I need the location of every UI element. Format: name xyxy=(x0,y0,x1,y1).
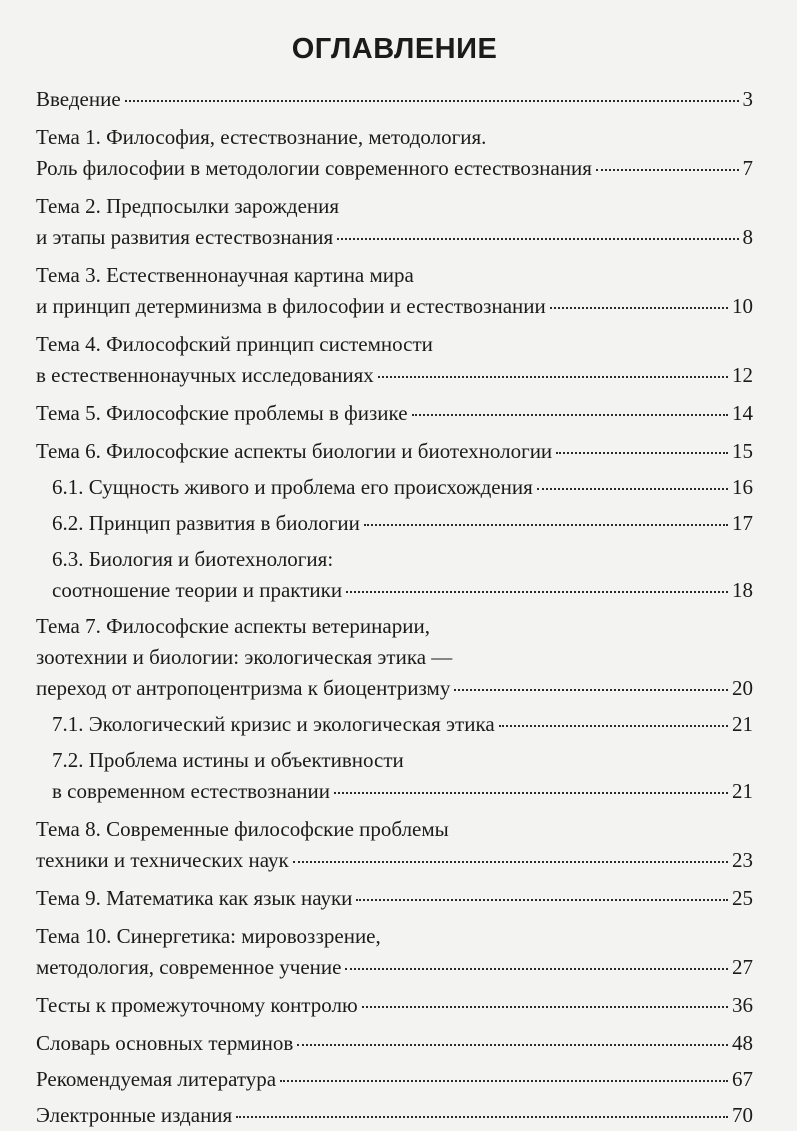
toc-entry-text: Тема 3. Естественнонаучная картина мира xyxy=(36,263,414,287)
toc-line xyxy=(36,472,753,503)
toc-entry xyxy=(36,814,753,876)
toc-entry-text: Тема 10. Синергетика: мировоззрение, xyxy=(36,924,381,948)
toc-line xyxy=(36,153,753,184)
toc-entry xyxy=(36,1100,753,1131)
toc-entry-text: 6.3. Биология и биотехнология: xyxy=(52,547,334,571)
toc-entry-text: Тема 4. Философский принцип системности xyxy=(36,332,433,356)
toc-line xyxy=(36,360,753,391)
toc-entry-text: техники и технических наук xyxy=(36,848,289,872)
toc-entry-text: зоотехнии и биологии: экологическая этика — xyxy=(36,645,453,669)
toc-entry-text: Электронные издания xyxy=(36,1103,233,1127)
toc-entry-text: Тема 1. Философия, естествознание, методология. xyxy=(36,125,487,149)
toc-line xyxy=(36,84,753,115)
toc-page-number: 21 xyxy=(732,712,753,736)
toc-entry-text: методология, современное учение xyxy=(36,955,342,979)
dot-leader xyxy=(337,238,738,240)
table-of-contents xyxy=(36,84,753,1131)
toc-page-number: 15 xyxy=(732,439,753,463)
toc-line xyxy=(36,611,753,642)
toc-entry xyxy=(36,611,753,704)
dot-leader xyxy=(378,376,728,378)
toc-line xyxy=(36,544,753,575)
dot-leader xyxy=(537,488,728,490)
toc-entry-text: Тема 8. Современные философские проблемы xyxy=(36,817,449,841)
dot-leader xyxy=(280,1080,728,1082)
toc-line xyxy=(36,745,753,776)
toc-page-number: 14 xyxy=(732,401,753,425)
dot-leader xyxy=(345,968,728,970)
toc-line xyxy=(36,921,753,952)
toc-entry xyxy=(36,122,753,184)
toc-page-number: 12 xyxy=(732,363,753,387)
toc-entry-text: Роль философии в методологии современного естествознания xyxy=(36,156,592,180)
toc-entry xyxy=(36,329,753,391)
toc-entry-text: Введение xyxy=(36,87,121,111)
toc-entry-text: Тема 7. Философские аспекты ветеринарии, xyxy=(36,614,430,638)
toc-entry xyxy=(36,508,753,539)
toc-entry xyxy=(36,745,753,807)
toc-entry xyxy=(36,191,753,253)
toc-entry xyxy=(36,472,753,503)
toc-entry xyxy=(36,990,753,1021)
dot-leader xyxy=(596,169,739,171)
toc-line xyxy=(36,814,753,845)
toc-page-number: 17 xyxy=(732,511,753,535)
toc-page-number: 20 xyxy=(732,676,753,700)
toc-entry xyxy=(36,883,753,914)
toc-entry xyxy=(36,398,753,429)
toc-line xyxy=(36,260,753,291)
dot-leader xyxy=(236,1116,728,1118)
toc-page-number: 7 xyxy=(742,156,753,180)
toc-line xyxy=(36,398,753,429)
toc-entry-text: 6.2. Принцип развития в биологии xyxy=(52,511,360,535)
dot-leader xyxy=(499,725,728,727)
toc-page-number: 3 xyxy=(742,87,753,111)
dot-leader xyxy=(364,524,728,526)
toc-entry-text: переход от антропоцентризма к биоцентризму xyxy=(36,676,451,700)
page-title: ОГЛАВЛЕНИЕ xyxy=(291,33,498,65)
toc-entry-text: Тема 6. Философские аспекты биологии и биотехнологии xyxy=(36,439,553,463)
dot-leader xyxy=(550,307,728,309)
toc-entry-text: соотношение теории и практики xyxy=(52,578,343,602)
toc-page-number: 18 xyxy=(732,578,753,602)
toc-entry xyxy=(36,260,753,322)
toc-page-number: 48 xyxy=(732,1031,753,1055)
toc-page-number: 67 xyxy=(732,1067,753,1091)
toc-line xyxy=(36,1100,753,1131)
toc-entry-text: 7.1. Экологический кризис и экологическая этика xyxy=(52,712,495,736)
toc-line xyxy=(36,990,753,1021)
dot-leader xyxy=(346,591,728,593)
toc-line xyxy=(36,709,753,740)
toc-entry xyxy=(36,1028,753,1059)
toc-entry-text: и этапы развития естествознания xyxy=(36,225,334,249)
toc-page-number: 27 xyxy=(732,955,753,979)
dot-leader xyxy=(362,1006,728,1008)
toc-entry xyxy=(36,544,753,606)
toc-line xyxy=(36,642,753,673)
toc-line xyxy=(36,845,753,876)
toc-entry-text: 7.2. Проблема истины и объективности xyxy=(52,748,404,772)
dot-leader xyxy=(412,414,728,416)
toc-page-number: 10 xyxy=(732,294,753,318)
toc-entry xyxy=(36,84,753,115)
toc-line xyxy=(36,1028,753,1059)
toc-line xyxy=(36,883,753,914)
toc-line xyxy=(36,222,753,253)
toc-entry-text: Тесты к промежуточному контролю xyxy=(36,993,358,1017)
toc-line xyxy=(36,952,753,983)
dot-leader xyxy=(297,1044,728,1046)
toc-page-number: 16 xyxy=(732,475,753,499)
dot-leader xyxy=(356,899,728,901)
toc-entry-text: Тема 5. Философские проблемы в физике xyxy=(36,401,408,425)
toc-line xyxy=(36,191,753,222)
toc-entry-text: и принцип детерминизма в философии и естествознании xyxy=(36,294,546,318)
toc-line xyxy=(36,329,753,360)
dot-leader xyxy=(293,861,728,863)
toc-line xyxy=(36,291,753,322)
toc-entry-text: Тема 9. Математика как язык науки xyxy=(36,886,353,910)
toc-line xyxy=(36,776,753,807)
toc-entry-text: в современном естествознании xyxy=(52,779,330,803)
toc-page-number: 21 xyxy=(732,779,753,803)
toc-line xyxy=(36,122,753,153)
toc-entry-text: 6.1. Сущность живого и проблема его происхождения xyxy=(52,475,533,499)
dot-leader xyxy=(556,452,728,454)
toc-entry-text: Словарь основных терминов xyxy=(36,1031,294,1055)
toc-entry-text: в естественнонаучных исследованиях xyxy=(36,363,374,387)
dot-leader xyxy=(334,792,728,794)
toc-entry xyxy=(36,436,753,467)
dot-leader xyxy=(454,689,728,691)
toc-line xyxy=(36,508,753,539)
toc-line xyxy=(36,673,753,704)
toc-page-number: 70 xyxy=(732,1103,753,1127)
toc-page-number: 23 xyxy=(732,848,753,872)
toc-line xyxy=(36,436,753,467)
toc-line xyxy=(36,575,753,606)
toc-page-number: 8 xyxy=(742,225,753,249)
dot-leader xyxy=(125,100,739,102)
toc-page-number: 36 xyxy=(732,993,753,1017)
toc-entry xyxy=(36,709,753,740)
toc-entry-text: Рекомендуемая литература xyxy=(36,1067,277,1091)
toc-page-number: 25 xyxy=(732,886,753,910)
toc-entry xyxy=(36,921,753,983)
toc-entry-text: Тема 2. Предпосылки зарождения xyxy=(36,194,340,218)
